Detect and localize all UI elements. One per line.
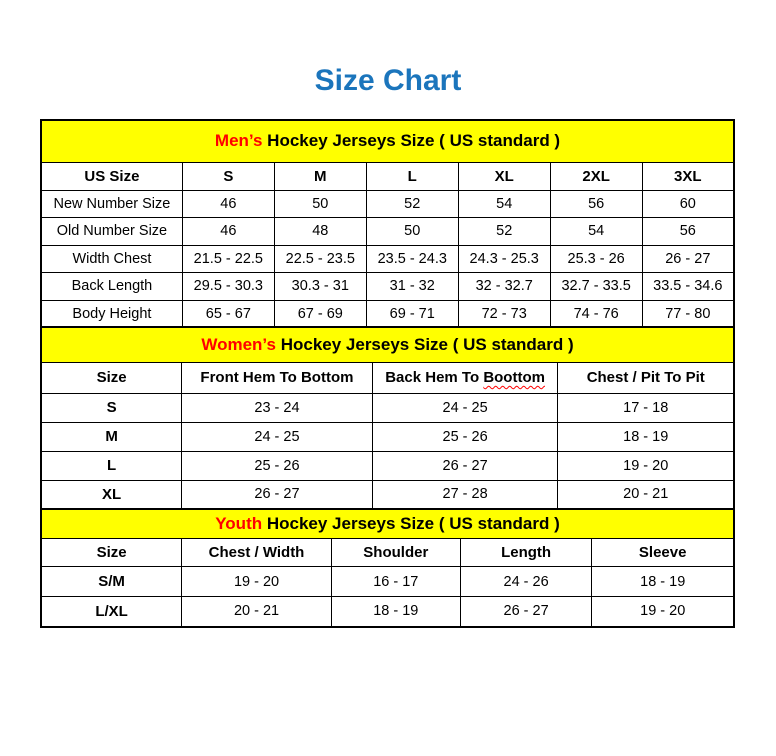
size-value-cell: 69 - 71: [366, 300, 458, 328]
womens-size-table: [40, 326, 735, 510]
size-value-cell: 32 - 32.7: [458, 273, 550, 301]
size-value-cell: 52: [458, 218, 550, 246]
size-value-cell: 77 - 80: [642, 300, 734, 328]
size-value-cell: 50: [274, 190, 366, 218]
column-header: Size: [41, 539, 182, 567]
size-value-cell: 50: [366, 218, 458, 246]
youth-section-header: [41, 509, 734, 539]
size-value-cell: 48: [274, 218, 366, 246]
size-value-cell: 23.5 - 24.3: [366, 245, 458, 273]
column-header: Back Hem To Boottom: [372, 362, 558, 393]
size-value-cell: 29.5 - 30.3: [182, 273, 274, 301]
size-value-cell: 26 - 27: [182, 480, 373, 509]
column-header: S: [182, 162, 274, 190]
column-header: Front Hem To Bottom: [182, 362, 373, 393]
size-value-cell: 21.5 - 22.5: [182, 245, 274, 273]
size-value-cell: 33.5 - 34.6: [642, 273, 734, 301]
size-value-cell: 32.7 - 33.5: [550, 273, 642, 301]
row-label: S/M: [41, 567, 182, 597]
table-row: [41, 300, 734, 328]
column-header: Shoulder: [331, 539, 460, 567]
row-label: L: [41, 451, 182, 480]
size-value-cell: 26 - 27: [372, 451, 558, 480]
size-value-cell: 23 - 24: [182, 393, 373, 422]
mens-section-header: [41, 120, 734, 162]
size-value-cell: 18 - 19: [592, 567, 734, 597]
size-value-cell: 56: [642, 218, 734, 246]
size-value-cell: 24 - 25: [372, 393, 558, 422]
table-row: [41, 245, 734, 273]
column-header: Size: [41, 362, 182, 393]
size-value-cell: 31 - 32: [366, 273, 458, 301]
misspelled-word: Boottom: [483, 369, 545, 386]
column-header: 3XL: [642, 162, 734, 190]
section-title-text: Hockey Jerseys Size ( US standard ): [262, 131, 561, 151]
size-value-cell: 24 - 25: [182, 422, 373, 451]
row-label: Width Chest: [41, 245, 182, 273]
column-header: 2XL: [550, 162, 642, 190]
size-value-cell: 65 - 67: [182, 300, 274, 328]
size-value-cell: 19 - 20: [558, 451, 734, 480]
size-value-cell: 24 - 26: [460, 567, 592, 597]
column-header: US Size: [41, 162, 182, 190]
table-row: [41, 597, 734, 627]
row-label: L/XL: [41, 597, 182, 627]
size-value-cell: 19 - 20: [182, 567, 332, 597]
size-value-cell: 72 - 73: [458, 300, 550, 328]
column-header: M: [274, 162, 366, 190]
section-title-highlight: Men’s: [214, 131, 263, 151]
size-value-cell: 67 - 69: [274, 300, 366, 328]
size-chart-tables: [40, 119, 735, 628]
size-value-cell: 54: [550, 218, 642, 246]
row-label: New Number Size: [41, 190, 182, 218]
section-title-highlight: Women’s: [201, 334, 276, 354]
column-header: L: [366, 162, 458, 190]
size-value-cell: 52: [366, 190, 458, 218]
size-value-cell: 18 - 19: [558, 422, 734, 451]
table-row: [41, 273, 734, 301]
youth-size-table: [40, 508, 735, 628]
size-value-cell: 25 - 26: [182, 451, 373, 480]
size-value-cell: 60: [642, 190, 734, 218]
size-value-cell: 74 - 76: [550, 300, 642, 328]
size-value-cell: 26 - 27: [460, 597, 592, 627]
row-label: Old Number Size: [41, 218, 182, 246]
column-header: Length: [460, 539, 592, 567]
table-row: [41, 393, 734, 422]
size-value-cell: 22.5 - 23.5: [274, 245, 366, 273]
column-header: Chest / Width: [182, 539, 332, 567]
size-chart-page: [0, 64, 776, 756]
page-title: Size Chart: [314, 64, 462, 97]
section-title-text: Hockey Jerseys Size ( US standard ): [275, 334, 574, 354]
size-value-cell: 19 - 20: [592, 597, 734, 627]
size-value-cell: 20 - 21: [558, 480, 734, 509]
table-row: [41, 567, 734, 597]
row-label: S: [41, 393, 182, 422]
table-row: [41, 190, 734, 218]
table-row: [41, 480, 734, 509]
size-value-cell: 46: [182, 218, 274, 246]
table-row: [41, 218, 734, 246]
mens-size-table: [40, 119, 735, 329]
size-value-cell: 46: [182, 190, 274, 218]
column-header: Sleeve: [592, 539, 734, 567]
table-row: [41, 422, 734, 451]
section-title-highlight: Youth: [215, 513, 263, 533]
row-label: Back Length: [41, 273, 182, 301]
row-label: XL: [41, 480, 182, 509]
size-value-cell: 20 - 21: [182, 597, 332, 627]
size-value-cell: 54: [458, 190, 550, 218]
column-header-row: [41, 362, 734, 393]
size-value-cell: 25.3 - 26: [550, 245, 642, 273]
column-header-row: [41, 162, 734, 190]
column-header: Chest / Pit To Pit: [558, 362, 734, 393]
column-header-row: [41, 539, 734, 567]
size-value-cell: 56: [550, 190, 642, 218]
size-value-cell: 30.3 - 31: [274, 273, 366, 301]
size-value-cell: 25 - 26: [372, 422, 558, 451]
size-value-cell: 17 - 18: [558, 393, 734, 422]
row-label: Body Height: [41, 300, 182, 328]
row-label: M: [41, 422, 182, 451]
section-title-text: Hockey Jerseys Size ( US standard ): [262, 513, 560, 533]
womens-section-header: [41, 327, 734, 362]
size-value-cell: 26 - 27: [642, 245, 734, 273]
column-header: XL: [458, 162, 550, 190]
table-row: [41, 451, 734, 480]
size-value-cell: 16 - 17: [331, 567, 460, 597]
size-value-cell: 27 - 28: [372, 480, 558, 509]
size-value-cell: 24.3 - 25.3: [458, 245, 550, 273]
size-value-cell: 18 - 19: [331, 597, 460, 627]
